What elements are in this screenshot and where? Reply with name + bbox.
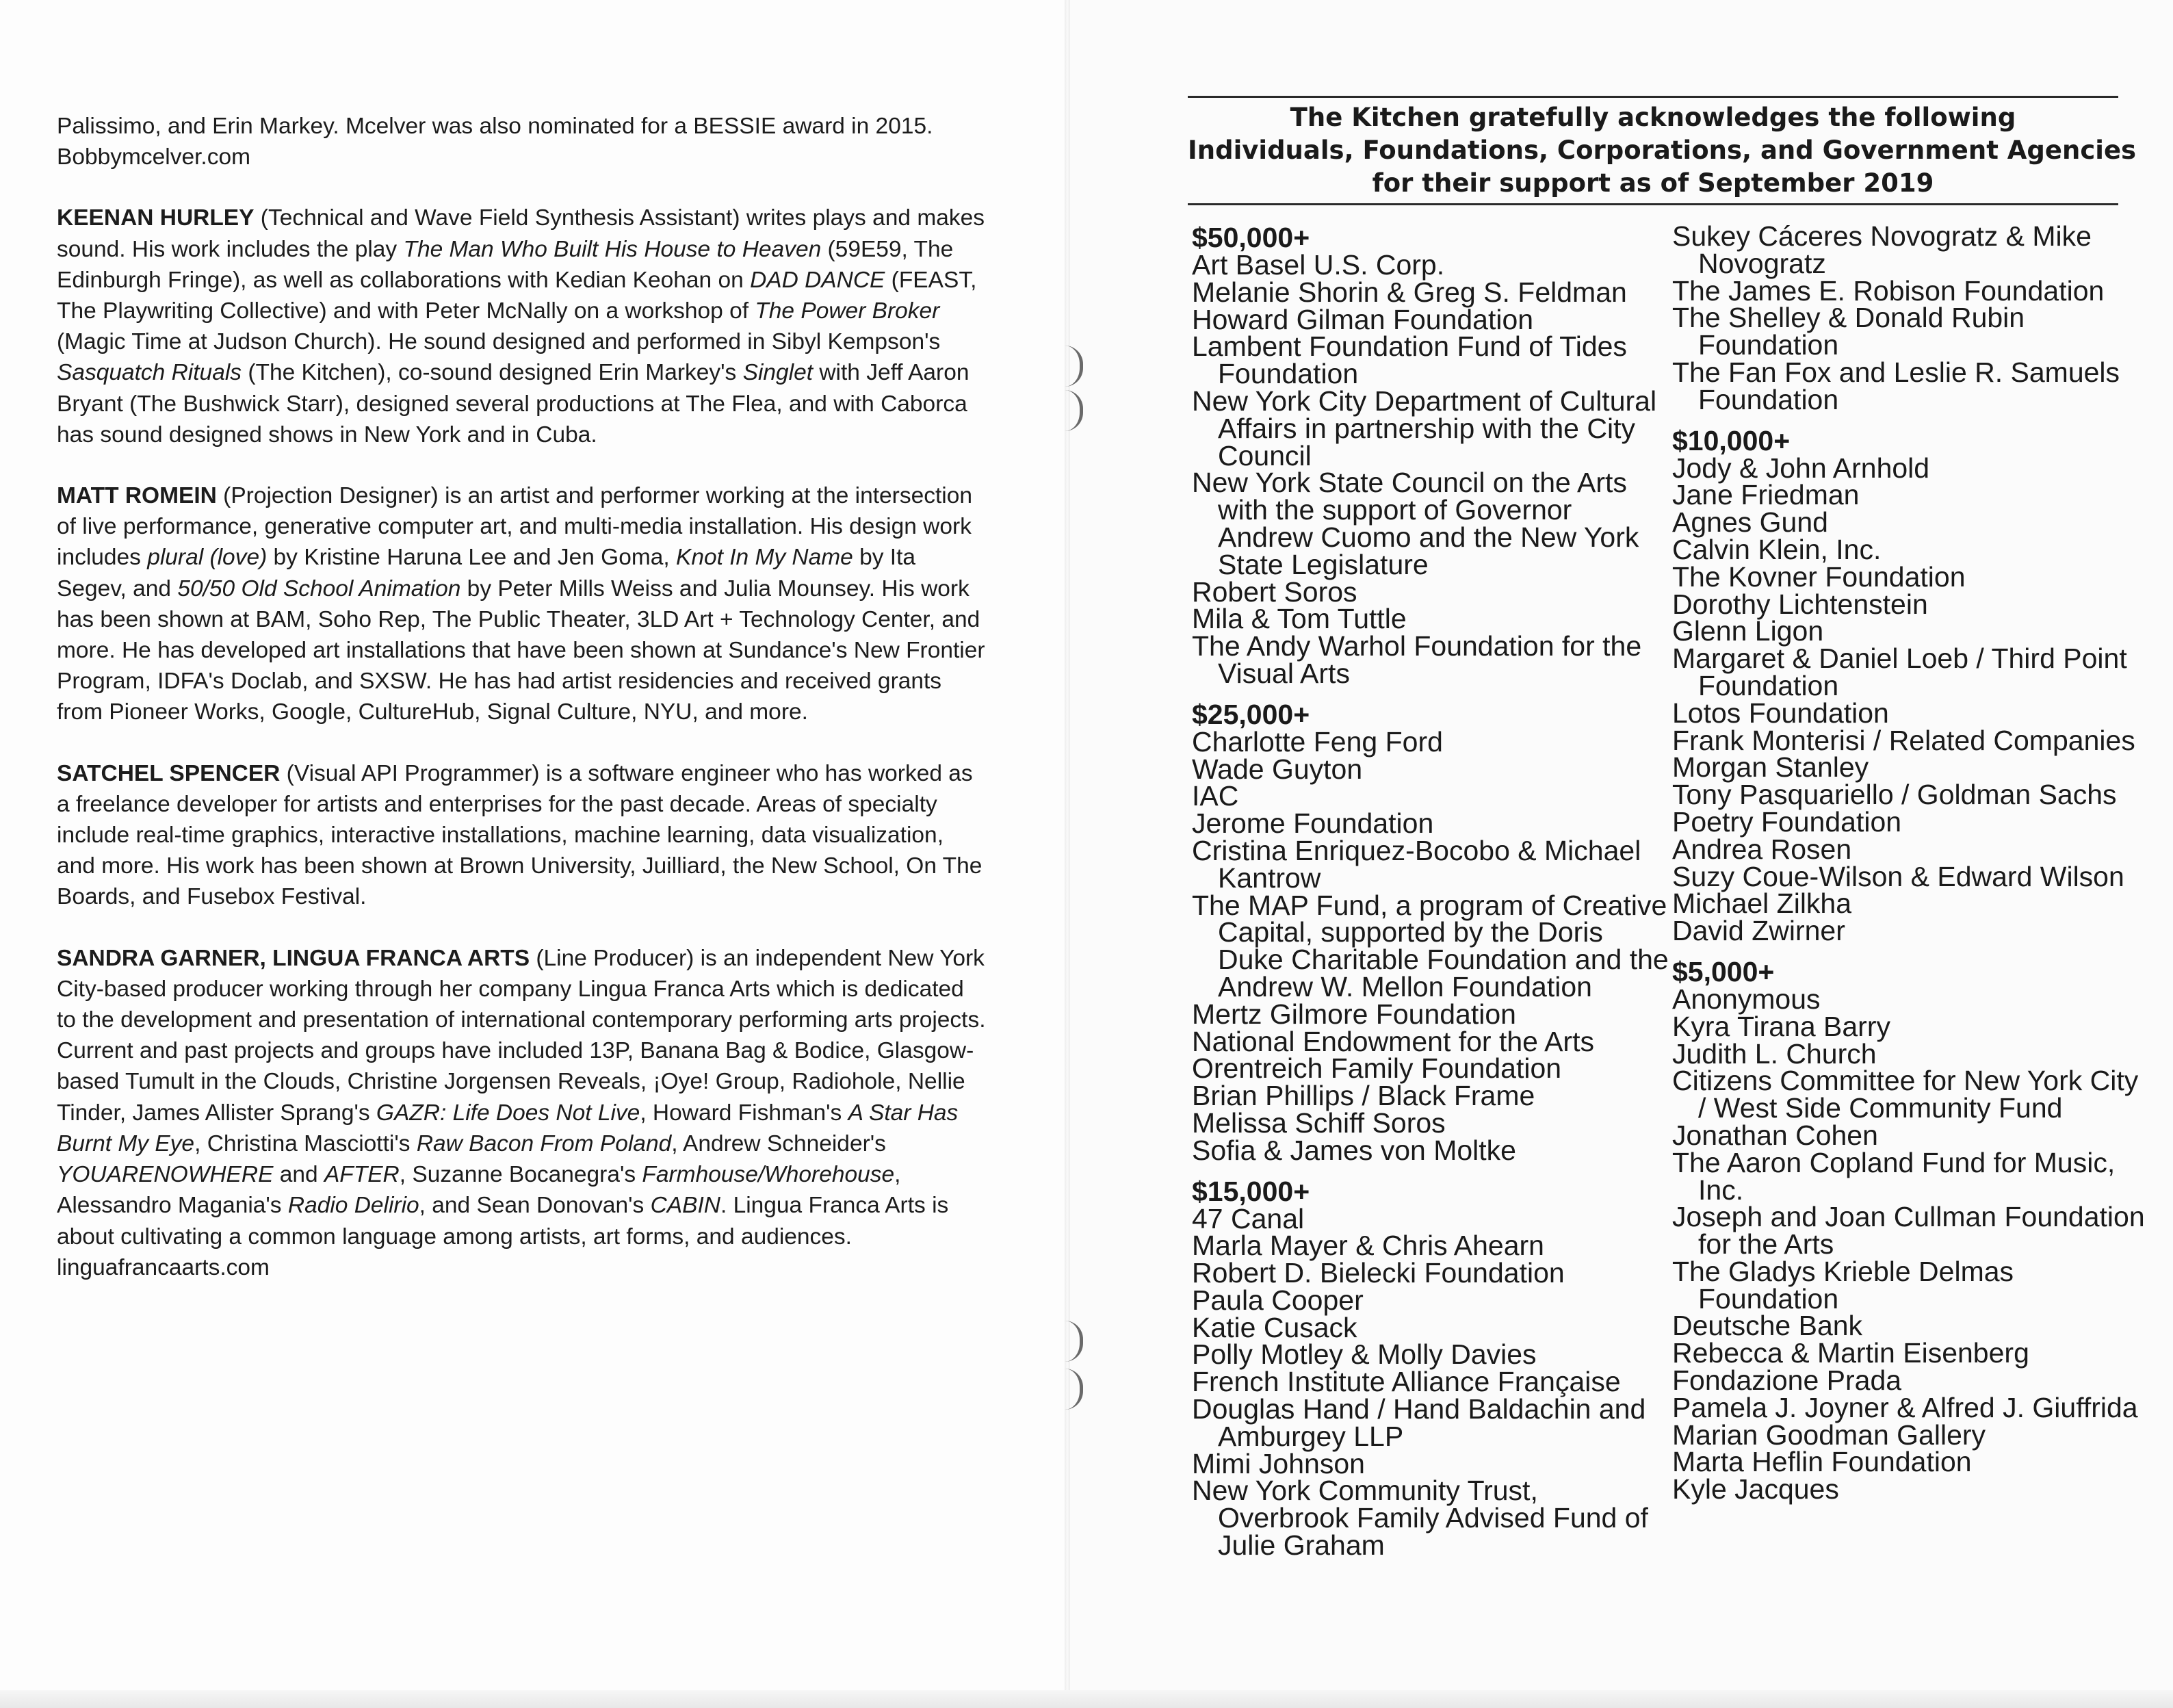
donor-name: The Andy Warhol Foundation for the Visual Arts <box>1192 630 1642 689</box>
donor-name: Polly Motley & Molly Davies <box>1192 1338 1537 1371</box>
bio-title-italic: 50/50 Old School Animation <box>177 575 461 601</box>
donor-name: Douglas Hand / Hand Baldachin and Amburgey LLP <box>1192 1393 1646 1452</box>
donor-name: Anonymous <box>1672 983 1821 1015</box>
bio-text: (Visual API Programmer) is a software engineer who has worked as a freelance developer for artists and enterprises for the past decade. Areas of specialty include real-time graphics, interactive installations, machine learning, data visualization, and more. His work has been shown at Brown University, Juilliard, the New School, On The Boards, and Fusebox Festival. <box>57 760 983 910</box>
bio-paragraph <box>57 111 987 172</box>
bio-text: (59E59, The Edinburgh Fringe), as well as collaborations with Kedian Keohan on <box>57 236 954 293</box>
donor-name: Jerome Foundation <box>1192 807 1434 840</box>
donor-tier <box>1192 223 1671 688</box>
donor-name: Howard Gilman Foundation <box>1192 303 1534 335</box>
donor-name: Dorothy Lichtenstein <box>1672 588 1928 620</box>
bio-text: . Lingua Franca Arts is about cultivating a common language among artists, art forms, and audiences. linguafrancaarts.com <box>57 1193 949 1280</box>
donor-name: Deutsche Bank <box>1672 1310 1863 1342</box>
donor-name: The Shelley & Donald Rubin Foundation <box>1672 302 2025 361</box>
bio-text: , and Sean Donovan's <box>419 1193 651 1219</box>
donor-tier <box>1672 220 2151 415</box>
donor-name: New York City Department of Cultural Affairs in partnership with the City Council <box>1192 385 1657 471</box>
donor-name: Robert Soros <box>1192 575 1357 608</box>
bio-text: (Projection Designer) is an artist and performer working at the intersection of live performance, generative computer art, and multi-media installation. His design work includes <box>57 483 972 571</box>
donor-tier <box>1672 957 2151 1503</box>
bio-name: SANDRA GARNER, LINGUA FRANCA ARTS <box>57 945 530 971</box>
bio-paragraph <box>57 758 987 913</box>
donor-column-left <box>1192 223 1671 1572</box>
booklet-spine <box>1065 0 1070 1708</box>
bio-paragraph <box>57 943 987 1283</box>
donor-name: The Fan Fox and Leslie R. Samuels Foundation <box>1672 356 2120 415</box>
page-bottom-edge <box>0 1690 2173 1708</box>
donor-name: Marian Goodman Gallery <box>1672 1419 1986 1451</box>
left-page <box>0 0 1067 1708</box>
donor-tier <box>1192 700 1671 1165</box>
donor-name: Michael Zilkha <box>1672 888 1852 920</box>
donor-name: Cristina Enriquez-Bocobo & Michael Kantrow <box>1192 834 1641 894</box>
donor-name: Lotos Foundation <box>1672 697 1889 729</box>
bio-text: and <box>273 1162 324 1188</box>
tier-heading: $15,000+ <box>1192 1175 1310 1207</box>
bio-text: by Ita Segev, and <box>57 545 916 601</box>
donor-name: Jody & John Arnhold <box>1672 452 1930 484</box>
bio-paragraph <box>57 203 987 450</box>
bio-title-italic: Radio Delirio <box>287 1193 419 1219</box>
bio-title-italic: GAZR: Life Does Not Live <box>376 1100 640 1126</box>
donor-name: Morgan Stanley <box>1672 751 1869 784</box>
bio-name: MATT ROMEIN <box>57 483 217 509</box>
bio-name: SATCHEL SPENCER <box>57 760 281 786</box>
donor-name: David Zwirner <box>1672 915 1845 947</box>
bio-text: by Peter Mills Weiss and Julia Mounsey. His work has been shown at BAM, Soho Rep, The Public Theater, 3LD Art + Technology Center, and more. He has developed art installations that have been shown at Sundance's New Frontier Program, IDFA's Doclab, and SXSW. He has had artist residencies and received grants from Pioneer Works, Google, CultureHub, Signal Culture, NYU, and more. <box>57 575 985 725</box>
donor-name: Margaret & Daniel Loeb / Third Point Foundation <box>1672 643 2127 701</box>
donor-name: The James E. Robison Foundation <box>1672 274 2105 307</box>
donor-name: Citizens Committee for New York City / West Side Community Fund <box>1672 1065 2139 1124</box>
heading-line-2: Individuals, Foundations, Corporations, and Government Agencies <box>1188 135 2137 165</box>
donor-name: Sukey Cáceres Novogratz & Mike Novogratz <box>1672 220 2092 279</box>
donor-name: IAC <box>1192 780 1239 812</box>
bio-text: (FEAST, The Playwriting Collective) and with Peter McNally on a workshop of <box>57 267 977 324</box>
donor-name: Katie Cusack <box>1192 1311 1357 1343</box>
donor-name: Mila & Tom Tuttle <box>1192 603 1407 635</box>
tier-heading: $50,000+ <box>1192 222 1310 253</box>
donor-name: Lambent Foundation Fund of Tides Foundation <box>1192 331 1627 390</box>
donor-name: Mimi Johnson <box>1192 1447 1365 1479</box>
donor-name: Kyle Jacques <box>1672 1473 1839 1505</box>
bio-title-italic: Knot In My Name <box>675 545 853 571</box>
donor-name: Rebecca & Martin Eisenberg <box>1672 1337 2029 1369</box>
bio-title-italic: plural (love) <box>147 545 268 571</box>
donor-name: Andrea Rosen <box>1672 833 1852 865</box>
bio-text: , Christina Masciotti's <box>194 1130 417 1156</box>
donor-name: Robert D. Bielecki Foundation <box>1192 1257 1565 1289</box>
acknowledgement-heading <box>1188 101 2137 200</box>
donor-name: Jane Friedman <box>1672 479 1860 511</box>
bio-text: , Alessandro Magania's <box>57 1162 901 1219</box>
bio-name: KEENAN HURLEY <box>57 205 255 231</box>
heading-line-1: The Kitchen gratefully acknowledges the following <box>1290 103 2016 132</box>
donor-name: Melanie Shorin & Greg S. Feldman <box>1192 276 1627 308</box>
bio-title-italic: A Star Has Burnt My Eye <box>57 1100 959 1156</box>
tier-heading: $25,000+ <box>1192 698 1310 730</box>
donor-name: The MAP Fund, a program of Creative Capital, supported by the Doris Duke Charitable Foundation and the Andrew W. Mellon Foundation <box>1192 889 1669 1002</box>
bio-title-italic: DAD DANCE <box>750 267 885 293</box>
tier-heading: $10,000+ <box>1672 424 1791 456</box>
bio-paragraph <box>57 480 987 728</box>
donor-name: French Institute Alliance Française <box>1192 1366 1621 1398</box>
donor-column-right <box>1672 220 2151 1516</box>
bio-title-italic: AFTER <box>324 1162 400 1188</box>
donor-name: Joseph and Joan Cullman Foundation for the Arts <box>1672 1201 2145 1260</box>
bio-text: , Howard Fishman's <box>640 1100 848 1126</box>
bio-text: (Magic Time at Judson Church). He sound designed and performed in Sibyl Kempson's <box>57 329 941 355</box>
donor-name: Suzy Coue-Wilson & Edward Wilson <box>1672 860 2124 892</box>
donor-name: Pamela J. Joyner & Alfred J. Giuffrida <box>1672 1391 2138 1423</box>
donor-name: Agnes Gund <box>1672 506 1828 539</box>
bio-text: with Jeff Aaron Bryant (The Bushwick Starr), designed several productions at The Flea, and with Caborca has sound designed shows in New York and in Cuba. <box>57 360 970 448</box>
donor-name: Marta Heflin Foundation <box>1672 1446 1972 1478</box>
donor-name: Tony Pasquariello / Goldman Sachs <box>1672 779 2117 811</box>
bio-text: , Suzanne Bocanegra's <box>399 1162 642 1188</box>
tier-heading: $5,000+ <box>1672 955 1775 987</box>
bio-text: (Line Producer) is an independent New York City-based producer working through her company Lingua Franca Arts which is dedicated to the development and presentation of international contemporary performing arts projects. Current and past projects and groups have included 13P, Banana Bag & Bodice, Glasgow-based Tumult in the Clouds, Christine Jorgensen Reveals, ¡Oye! Group, Radiohole, Nellie Tinder, James Allister Sprang's <box>57 945 986 1126</box>
donor-name: Mertz Gilmore Foundation <box>1192 998 1516 1030</box>
donor-tier <box>1672 426 2151 945</box>
bio-title-italic: The Man Who Built His House to Heaven <box>403 236 822 262</box>
donor-name: Wade Guyton <box>1192 753 1363 785</box>
donor-name: Calvin Klein, Inc. <box>1672 533 1882 565</box>
donor-name: Marla Mayer & Chris Ahearn <box>1192 1230 1544 1262</box>
heading-line-3: for their support as of September 2019 <box>1372 168 1934 198</box>
donor-name: New York State Council on the Arts with the support of Governor Andrew Cuomo and the New York State Legislature <box>1192 467 1639 580</box>
donor-name: Judith L. Church <box>1672 1037 1877 1070</box>
donor-name: 47 Canal <box>1192 1202 1305 1234</box>
bio-text: (Technical and Wave Field Synthesis Assistant) writes plays and makes sound. His work includes the play <box>57 205 985 262</box>
bio-title-italic: Singlet <box>742 360 814 386</box>
bio-title-italic: Raw Bacon From Poland <box>416 1130 672 1156</box>
bio-text: Palissimo, and Erin Markey. Mcelver was also nominated for a BESSIE award in 2015. Bobbymcelver.com <box>57 114 933 170</box>
donor-name: Melissa Schiff Soros <box>1192 1107 1446 1139</box>
donor-name: Frank Monterisi / Related Companies <box>1672 724 2135 756</box>
donor-name: New York Community Trust, Overbrook Family Advised Fund of Julie Graham <box>1192 1475 1648 1562</box>
donor-name: Paula Cooper <box>1192 1284 1364 1316</box>
bio-title-italic: Sasquatch Rituals <box>57 360 242 386</box>
donor-tier <box>1192 1177 1671 1560</box>
donor-name: Jonathan Cohen <box>1672 1119 1878 1151</box>
donor-name: Art Basel U.S. Corp. <box>1192 249 1445 281</box>
donor-name: National Endowment for the Arts <box>1192 1025 1594 1057</box>
donor-name: Kyra Tirana Barry <box>1672 1010 1890 1042</box>
donor-name: The Aaron Copland Fund for Music, Inc. <box>1672 1146 2116 1206</box>
donor-name: The Kovner Foundation <box>1672 560 1966 593</box>
donor-name: Orentreich Family Foundation <box>1192 1052 1562 1085</box>
bio-title-italic: CABIN <box>650 1193 720 1219</box>
donor-name: Fondazione Prada <box>1672 1364 1902 1397</box>
donor-name: The Gladys Krieble Delmas Foundation <box>1672 1255 2014 1315</box>
header-rule-top <box>1188 96 2118 98</box>
bio-title-italic: YOUARENOWHERE <box>57 1162 274 1188</box>
bio-title-italic: Farmhouse/Whorehouse <box>642 1162 895 1188</box>
donor-name: Poetry Foundation <box>1672 805 1902 838</box>
bio-title-italic: The Power Broker <box>755 298 940 324</box>
bio-text: (The Kitchen), co-sound designed Erin Markey's <box>242 360 743 386</box>
donor-name: Sofia & James von Moltke <box>1192 1134 1516 1166</box>
donor-name: Charlotte Feng Ford <box>1192 725 1443 758</box>
header-rule-bottom <box>1188 203 2118 205</box>
bio-list <box>57 111 987 1313</box>
donor-name: Brian Phillips / Black Frame <box>1192 1080 1535 1112</box>
donor-name: Glenn Ligon <box>1672 615 1824 647</box>
bio-text: , Andrew Schneider's <box>671 1130 886 1156</box>
bio-text: by Kristine Haruna Lee and Jen Goma, <box>267 545 676 571</box>
